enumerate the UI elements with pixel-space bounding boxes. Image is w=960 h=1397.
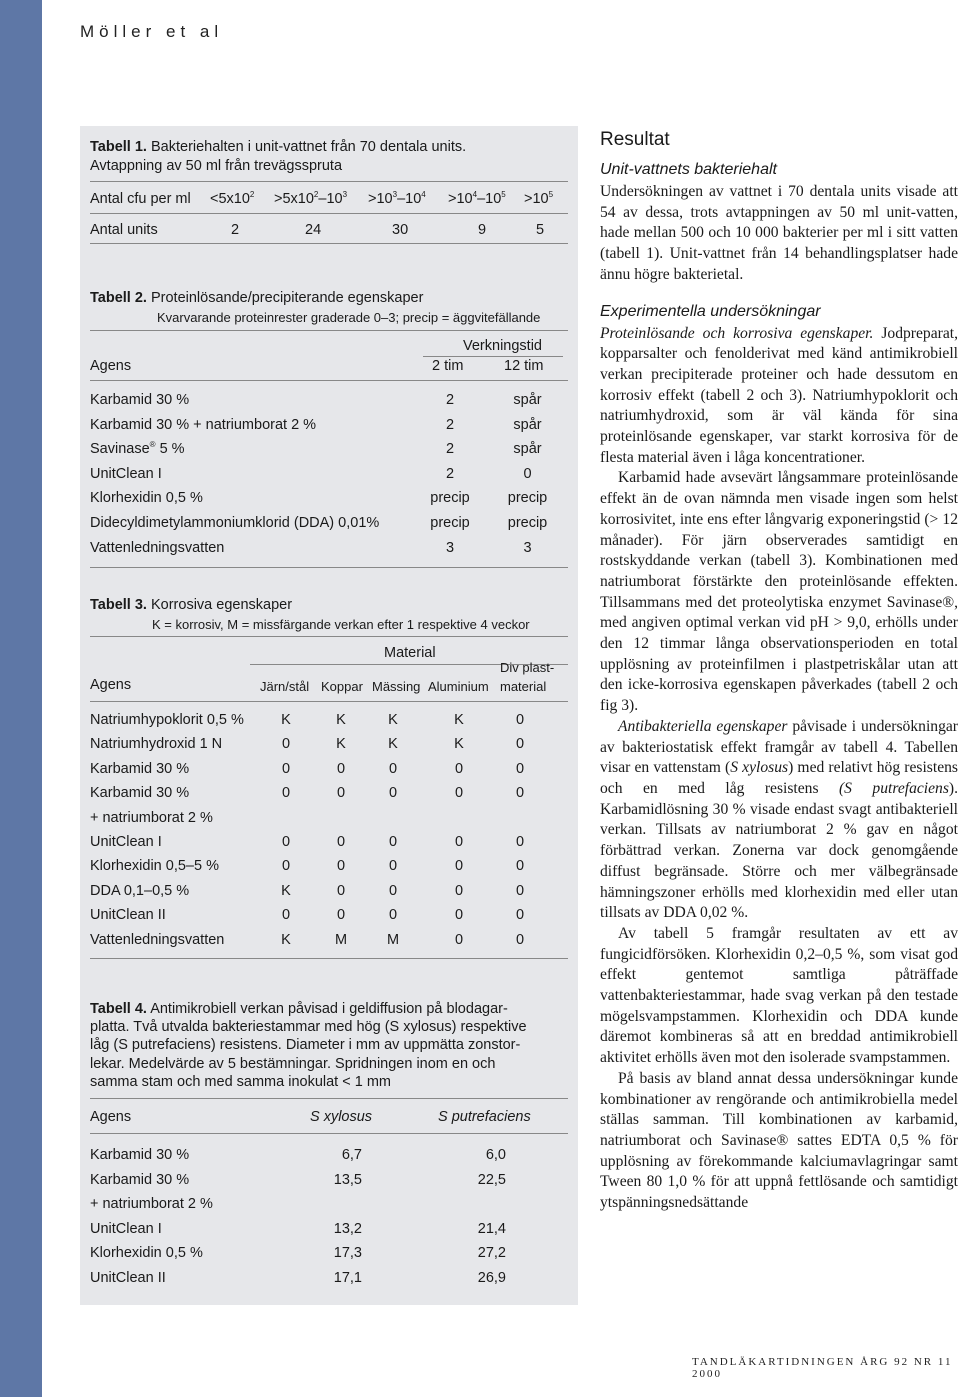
tabell2-value-12tim: spår <box>513 441 542 458</box>
tabell3-value: 0 <box>515 712 525 728</box>
tabell3-value: 0 <box>515 785 525 802</box>
tabell2-agens <box>90 417 316 433</box>
tabell3-value: 0 <box>388 858 398 875</box>
tabell3-value: 0 <box>454 907 464 924</box>
tabell2-value-12tim: precip <box>507 490 548 507</box>
tabell3-value: 0 <box>454 834 464 850</box>
tabell3-col-massing: Mässing <box>372 679 421 694</box>
tabell3-value: K <box>281 882 291 899</box>
rule <box>90 213 568 214</box>
rule <box>90 181 568 182</box>
tabell1-value: 2 <box>231 222 240 238</box>
tabell2-value-2tim: precip <box>430 515 470 531</box>
tabell3-value: 0 <box>515 736 525 753</box>
tabell3-value: 0 <box>336 882 346 899</box>
tabell3-col-agens: Agens <box>90 677 132 693</box>
tabell2-agens <box>90 540 224 556</box>
tabell3-value: 0 <box>454 882 464 899</box>
tabell3-value: M <box>334 931 348 948</box>
rule <box>90 1098 568 1099</box>
rule <box>90 243 568 244</box>
tabell1-value: 5 <box>536 222 545 238</box>
tabell3-agens: DDA 0,1–0,5 % <box>90 882 190 899</box>
tabell3-value: 0 <box>281 907 291 924</box>
tabell3-value: 0 <box>388 760 398 777</box>
tabell2-value-12tim: spår <box>513 416 542 433</box>
tabell2-caption <box>90 289 568 328</box>
tabell3-agens: Klorhexidin 0,5–5 % <box>90 858 219 875</box>
tabell3-group-header: Material <box>384 645 436 661</box>
tabell1-value: 30 <box>392 222 409 238</box>
tabell3-value: K <box>281 712 291 728</box>
tabell2-agens-name: Savinase <box>90 441 150 458</box>
tabell4-value-sputrefaciens: 22,5 <box>477 1171 506 1188</box>
tabell4-value-sxylosus: 13,2 <box>333 1220 362 1237</box>
page-edge-bar <box>0 0 42 1397</box>
tabell2-agens <box>90 490 203 506</box>
tabell1-col-4: $>10^4-10^5$ <box>448 190 506 207</box>
tabell2-group-header: Verkningstid <box>463 338 542 354</box>
tabell1-col-label: Antal cfu per ml <box>90 191 191 207</box>
tabell4-agens: UnitClean I <box>90 1220 162 1237</box>
tabell2-agens <box>90 466 162 482</box>
tabell3-value: 0 <box>336 785 346 802</box>
tabell3-agens: Natriumhypoklorit 0,5 % <box>90 712 244 728</box>
tabell2-agens-rest: 5 % <box>155 441 185 458</box>
tabell1-row-label: Antal units <box>90 222 158 238</box>
tabell4-value-sxylosus: 17,1 <box>333 1270 362 1286</box>
tabell4-col-sxylosus: S xylosus <box>310 1109 373 1125</box>
paragraph: På basis av bland annat dessa undersökningar kunde kombinationer av rengörande och antimikrobiella medel ställas samman. Till kombinationen av karbamid, natriumborat och Savinase® sattes EDTA 0,5 % för upplösning av förekommande kalciumavlagringar samt Tween 80 1,0 % för att uppnå fettlösande och samtidigt ytspänningsnedsättande <box>600 1069 958 1212</box>
tabell4-agens: Klorhexidin 0,5 % <box>90 1245 203 1262</box>
rule <box>90 567 568 568</box>
subheading-experimentella: Experimentella undersökningar <box>600 302 821 320</box>
tabell3-value: 0 <box>454 760 464 777</box>
tabell3-value: 0 <box>388 907 398 924</box>
tabell3-value: 0 <box>281 760 291 777</box>
tabell2-value-2tim: 2 <box>445 416 455 433</box>
tabell3-col-material: material <box>500 679 547 694</box>
tabell3-col-jarn: Järn/stål <box>260 679 310 694</box>
tabell4-agens: + natriumborat 2 % <box>90 1196 213 1213</box>
tabell4-caption-line: platta. Två utvalda bakteriestammar med hög (S xylosus) respektive <box>90 1019 527 1036</box>
tabell3-value: K <box>281 931 291 948</box>
tabell3-value: 0 <box>388 882 398 899</box>
tabell2-agens-name: Vattenledningsvatten <box>90 539 225 556</box>
section-heading: Resultat <box>600 129 670 150</box>
tabell3-caption <box>90 596 568 635</box>
tabell3-agens: Vattenledningsvatten <box>90 931 225 948</box>
tabell4-col-agens: Agens <box>90 1109 132 1125</box>
tabell3-value: 0 <box>515 931 525 948</box>
tabell2-col-2tim: 2 tim <box>432 358 464 374</box>
page-footer: TANDLÄKARTIDNINGEN ÅRG 92 NR 11 2000 <box>692 1356 953 1380</box>
tabell3-col-aluminium: Aluminium <box>428 679 489 694</box>
paragraph: Undersökningen av vattnet i 70 dentala units visade att 54 av dessa, trots avtappningen av 50 ml unit-vatten, hade mellan 500 och 10 000 bakterier per ml i sitt vatten (tabell 1). Unit-vattnet från 14 behandlingsplatser hade ännu högre bakterietal. <box>600 183 958 283</box>
tabell4-caption-line: Antimikrobiell verkan påvisad i geldiffusion på blodagar- <box>150 1001 508 1017</box>
tabell4-value-sputrefaciens: 21,4 <box>477 1220 506 1237</box>
tabell2-col-agens: Agens <box>90 358 132 374</box>
tabell3-value: 0 <box>281 785 291 802</box>
tabell4-value-sxylosus: 6,7 <box>341 1147 362 1163</box>
rule <box>90 380 568 381</box>
tabell4-label: Tabell 4. <box>90 1001 147 1017</box>
tabell4-caption-line: låg (S putrefaciens) resistens. Diameter i mm av uppmätta zonstor- <box>90 1037 521 1054</box>
tabell3-value: 0 <box>515 760 525 777</box>
tabell4-value-sputrefaciens: 6,0 <box>485 1147 506 1163</box>
tabell3-value: 0 <box>454 858 464 875</box>
tabell3-value: 0 <box>454 785 464 802</box>
tabell3-agens: UnitClean II <box>90 907 166 924</box>
tabell2-value-2tim: 3 <box>445 539 455 556</box>
tabell2-value-12tim: precip <box>507 515 548 531</box>
tabell3-value: K <box>388 712 398 728</box>
tabell3-agens: Karbamid 30 % <box>90 760 190 777</box>
tabell3-title: Korrosiva egenskaper <box>150 597 293 613</box>
tabell3-value: 0 <box>281 834 291 850</box>
tabell4-value-sputrefaciens: 26,9 <box>477 1270 506 1286</box>
tabell3-label: Tabell 3. <box>90 597 147 613</box>
tabell3-value: 0 <box>515 882 525 899</box>
tabell3-subtitle: K = korrosiv, M = missfärgande verkan efter 1 respektive 4 veckor <box>152 617 530 632</box>
tabell3-value: 0 <box>336 858 346 875</box>
tabell2-agens-name: Didecyldimetylammoniumklorid (DDA) 0,01% <box>90 515 380 531</box>
paragraph: Karbamid hade avsevärt långsammare proteinlösande effekt än de ovan nämnda men visade ingen som helst korrosivitet, inte ens efter långvarig exponeringstid (> 12 månader). För järn observerades samtidigt en rostskyddande verkan (tabell 3). Kombinationen med natriumborat förstärkte den proteinlösande effekten. Tillsammans med det proteolytiska enzymet Savinase®, med angiven optimal verkan vid pH > 9,0, erhölls under den 12 timmar långa observationsperioden en total upplösning av proteinfilmen i plastpetriskålar utan att den icke-korrosiva egenskapen påverkades (tabell 2 och fig 3). <box>600 469 958 715</box>
tabell4-caption <box>90 1000 568 1091</box>
tabell4-value-sxylosus: 17,3 <box>333 1245 362 1262</box>
running-head: Möller et al <box>80 22 224 41</box>
tabell3-value: 0 <box>336 907 346 924</box>
tabell1-value: 9 <box>478 222 487 238</box>
tabell4-agens: Karbamid 30 % <box>90 1147 190 1163</box>
tabell1-title: Bakteriehalten i unit-vattnet från 70 dentala units. <box>150 139 467 155</box>
article-text <box>600 126 958 1214</box>
tabell3-value: 0 <box>336 834 346 850</box>
tabell1-subtitle: Avtappning av 50 ml från trevägsspruta <box>90 158 343 174</box>
tabell2-agens-name: Karbamid 30 % <box>90 392 190 408</box>
paragraph: Av tabell 5 framgår resultaten av ett av fungicidförsöken. Klorhexidin 0,2–0,5 %, som visat god effekt gentemot samtliga påträffade vattenbakteriestammar, hade svag verkan på den testade mögelsvampstammen. Klorhexidin och DDA kunde däremot kombineras så att en breddad antimikrobiell aktivitet erhölls även mot den isolerade svampstammen. <box>600 924 958 1067</box>
paragraph: Proteinlösande och korrosiva egenskaper. Jodpreparat, kopparsalter och fenolderivat med känd antimikrobiell verkan precipiterade proteiner och hade dessutom en korrosiv effekt (tabell 2 och 3). Natriumhypoklorit och natriumhydroxid, som är väl kända för sina proteinlösande egenskaper, var starkt korrosiva för de flesta material även i låga koncentrationer. <box>600 324 958 466</box>
tabell4-value-sputrefaciens: 27,2 <box>477 1245 506 1262</box>
tabell2-subtitle: Kvarvarande proteinrester graderade 0–3; precip = äggvitefällande <box>157 310 541 325</box>
tabell4-caption-line: samma stam och med samma inokulat < 1 mm <box>90 1073 391 1090</box>
tabell3-value: K <box>454 736 464 753</box>
tabell1-col-2: $>5x10^2-10^3$ <box>274 190 348 207</box>
tabell3-value: 0 <box>388 834 398 850</box>
tabell3-agens: Natriumhydroxid 1 N <box>90 736 223 753</box>
tabell2-value-12tim: spår <box>513 392 542 408</box>
tabell4-col-sputrefaciens: S putrefaciens <box>438 1109 531 1125</box>
tabell4-agens: UnitClean II <box>90 1270 166 1286</box>
tabell2-label: Tabell 2. <box>90 290 147 306</box>
tabell3-value: 0 <box>515 834 525 850</box>
paragraph: Antibakteriella egenskaper påvisade i undersökningar av bakteriostatisk effekt framgår av tabell 4. Tabellen visar en vattenstam (S xylosus) med relativt hög resistens och en med låg resistens (S putrefaciens). Karbamidlösning 30 % visade endast svagt antibakteriell verkan. Tillsats av natriumborat 2 % gav en något förbättrad verkan. Zonerna var dock genomgående diffust begränsade. Större och mer välbegränsade hämningszoner erhölls med klorhexidin med eller utan tillsats av DDA 0,02 %. <box>600 717 959 922</box>
tabell2-agens <box>90 392 189 408</box>
tabell2-agens <box>90 441 185 457</box>
tabell1-caption <box>90 138 568 176</box>
tabell2-agens <box>90 515 379 531</box>
tabell3-value: 0 <box>336 760 346 777</box>
tabell2-agens-name: Karbamid 30 % + natriumborat 2 % <box>90 416 317 433</box>
tabell2-value-2tim: precip <box>430 490 470 507</box>
tabell3-value: K <box>336 736 346 753</box>
tabell2-value-12tim: 0 <box>523 465 532 482</box>
tabell3-agens: + natriumborat 2 % <box>90 809 213 826</box>
tabell1-col-5: $>10^5$ <box>524 190 554 207</box>
tabell1-value: 24 <box>305 222 322 238</box>
rule <box>423 356 563 357</box>
tabell2-value-2tim: 2 <box>445 392 455 408</box>
rule <box>90 636 568 637</box>
tabell3-value: 0 <box>515 907 525 924</box>
tabell3-value: 0 <box>281 736 291 753</box>
tabell4-value-sxylosus: 13,5 <box>333 1171 362 1188</box>
rule <box>90 958 568 959</box>
tabell3-value: K <box>388 736 398 753</box>
subheading-bakteriehalt: Unit-vattnets bakteriehalt <box>600 161 777 178</box>
tabell2-agens-name: UnitClean I <box>90 465 162 482</box>
tabell3-agens: UnitClean I <box>90 834 162 850</box>
tabell4-agens: Karbamid 30 % <box>90 1171 190 1188</box>
tabell3-value: M <box>386 931 400 948</box>
tabell2-value-2tim: 2 <box>445 441 455 458</box>
tabell2-value-12tim: 3 <box>523 539 532 556</box>
rule <box>90 1133 568 1134</box>
registered-mark: ® <box>149 440 156 450</box>
tabell3-col-divplast: Div plast- <box>500 660 555 675</box>
tabell1-col-1: $<5x10^2$ <box>210 190 255 207</box>
tabell3-value: 0 <box>454 931 464 948</box>
tabell3-agens: Karbamid 30 % <box>90 785 190 802</box>
tabell3-col-koppar: Koppar <box>321 679 363 694</box>
tabell4-caption-line: lekar. Medelvärde av 5 bestämningar. Spridningen inom en och <box>90 1055 496 1072</box>
tabell2-agens-name: Klorhexidin 0,5 % <box>90 490 203 507</box>
tabell1-col-3: $>10^3-10^4$ <box>368 190 426 207</box>
tabell2-title: Proteinlösande/precipiterande egenskaper <box>150 290 424 306</box>
tabell3-value: 0 <box>515 858 525 875</box>
tabell2-col-12tim: 12 tim <box>504 358 544 374</box>
tabell2-value-2tim: 2 <box>445 465 455 482</box>
rule <box>90 330 568 331</box>
rule <box>90 701 568 702</box>
tabell3-value: 0 <box>281 858 291 875</box>
tabell3-value: K <box>454 712 464 728</box>
tabell1-label: Tabell 1. <box>90 139 147 155</box>
tabell3-value: 0 <box>388 785 398 802</box>
tabell3-value: K <box>336 712 346 728</box>
